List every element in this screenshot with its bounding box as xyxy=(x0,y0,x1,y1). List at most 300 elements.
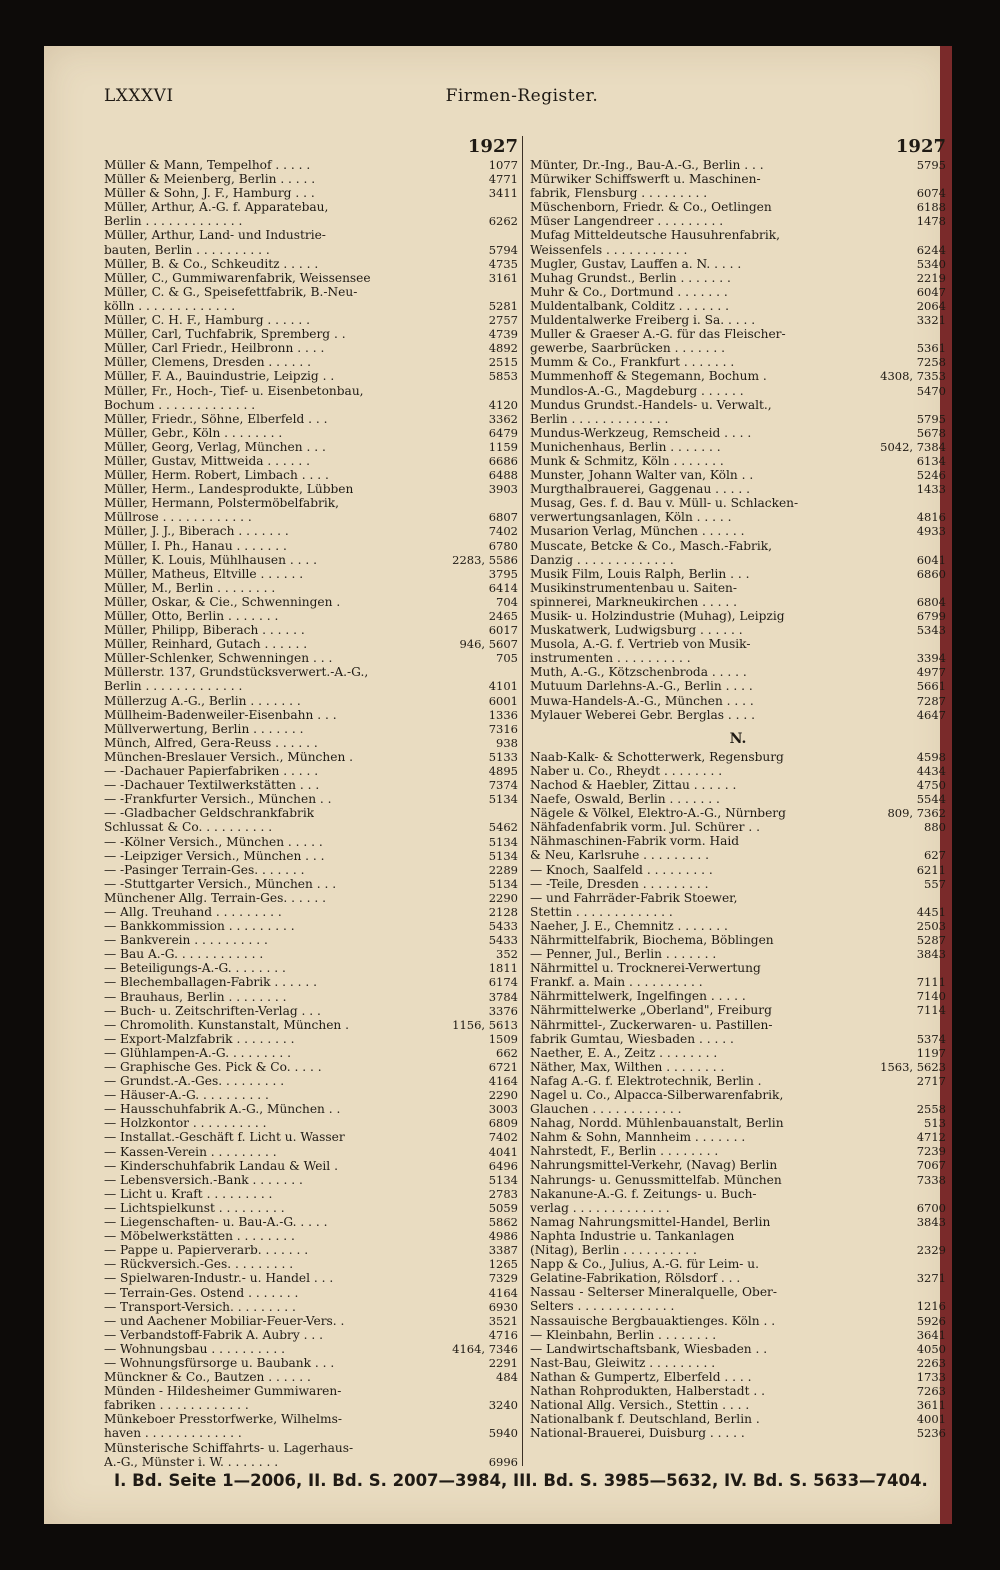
entry-name: Mürwiker Schiffswerft u. Maschinen- xyxy=(530,172,761,187)
register-entry xyxy=(530,412,946,426)
entry-page-ref: 5940 xyxy=(488,1426,518,1441)
entry-page-ref: 3795 xyxy=(488,566,518,581)
entry-name: Müller, Herm., Landesprodukte, Lübben xyxy=(104,482,354,497)
register-entry xyxy=(104,496,518,510)
entry-name: A.-G., Münster i. W. . . . . . . . xyxy=(104,1454,279,1469)
register-entry xyxy=(104,200,518,214)
entry-name: Musarion Verlag, München . . . . . . xyxy=(530,524,745,539)
register-entry xyxy=(104,722,518,736)
entry-page-ref: 4050 xyxy=(916,1341,946,1356)
register-entry xyxy=(530,454,946,468)
entry-name: Muhr & Co., Dortmund . . . . . . . xyxy=(530,284,728,299)
entry-name: Nahrungsmittel-Verkehr, (Navag) Berlin xyxy=(530,1158,778,1173)
entry-name: Berlin . . . . . . . . . . . . . xyxy=(104,679,243,694)
register-entry xyxy=(104,398,518,412)
entry-name: Naab-Kalk- & Schotterwerk, Regensburg xyxy=(530,749,784,764)
register-entry xyxy=(104,835,518,849)
register-entry xyxy=(104,440,518,454)
register-entry xyxy=(530,228,946,242)
entry-name: Müller, Matheus, Eltville . . . . . . xyxy=(104,566,304,581)
entry-page-ref: 1509 xyxy=(488,1031,518,1046)
entry-page-ref: 5042, 7384 xyxy=(880,439,946,454)
register-entry xyxy=(104,1060,518,1074)
entry-page-ref: 5462 xyxy=(488,820,518,835)
register-entry xyxy=(104,708,518,722)
entry-page-ref: 5433 xyxy=(488,919,518,934)
register-entry xyxy=(104,1032,518,1046)
register-entry xyxy=(530,764,946,778)
entry-name: Müller, Otto, Berlin . . . . . . . xyxy=(104,609,279,623)
register-entry xyxy=(104,454,518,468)
register-entry xyxy=(530,1426,946,1440)
entry-name: Nakanune-A.-G. f. Zeitungs- u. Buch- xyxy=(530,1186,757,1201)
register-entry xyxy=(530,271,946,285)
entry-page-ref: 1336 xyxy=(488,707,518,722)
page-header xyxy=(104,86,940,110)
register-entry xyxy=(530,1060,946,1074)
entry-page-ref: 7338 xyxy=(916,1172,946,1187)
entry-name: Müller, Gustav, Mittweida . . . . . . xyxy=(104,453,311,468)
entry-name: Müller, Fr., Hoch-, Tief- u. Eisenbetonbau, xyxy=(104,383,364,398)
register-entry xyxy=(530,313,946,327)
entry-page-ref: 3411 xyxy=(488,186,518,201)
entry-page-ref: 352 xyxy=(496,947,518,962)
entry-page-ref: 5133 xyxy=(488,749,518,764)
entry-name: Muwa-Handels-A.-G., München . . . . xyxy=(530,693,754,708)
entry-page-ref: 2465 xyxy=(488,609,518,623)
entry-page-ref: 2717 xyxy=(916,1073,946,1088)
register-entry xyxy=(104,1173,518,1187)
register-entry xyxy=(530,1187,946,1201)
entry-name: Mumm & Co., Frankfurt . . . . . . . xyxy=(530,355,735,370)
entry-page-ref: 4120 xyxy=(488,397,518,412)
entry-page-ref: 3394 xyxy=(916,651,946,666)
entry-page-ref: 1077 xyxy=(488,158,518,172)
entry-page-ref: 5678 xyxy=(916,425,946,440)
entry-page-ref: 6721 xyxy=(488,1060,518,1074)
register-entry xyxy=(104,694,518,708)
entry-name: Müser Langendreer . . . . . . . . . xyxy=(530,214,724,229)
entry-page-ref: 2219 xyxy=(916,270,946,285)
entry-name: Münsterische Schiffahrts- u. Lagerhaus- xyxy=(104,1440,354,1455)
entry-page-ref: 3611 xyxy=(916,1398,946,1413)
entry-page-ref: 4308, 7353 xyxy=(880,369,946,384)
entry-page-ref: 4164 xyxy=(488,1074,518,1089)
register-entry xyxy=(104,1004,518,1018)
entry-name: — Kassen-Verein . . . . . . . . . xyxy=(104,1144,277,1159)
entry-name: Muth, A.-G., Kötzschenbroda . . . . . xyxy=(530,665,747,680)
entry-page-ref: 1478 xyxy=(916,214,946,229)
register-entry xyxy=(104,792,518,806)
right-entry-list-n xyxy=(530,750,946,1441)
register-entry xyxy=(530,1257,946,1271)
entry-page-ref: 7287 xyxy=(916,693,946,708)
register-entry xyxy=(104,1088,518,1102)
register-entry xyxy=(530,1088,946,1102)
entry-name: Bochum . . . . . . . . . . . . . xyxy=(104,397,256,412)
entry-page-ref: 6188 xyxy=(916,200,946,215)
entry-name: — Lebensversich.-Bank . . . . . . . xyxy=(104,1172,303,1187)
entry-page-ref: 880 xyxy=(924,820,946,835)
register-entry xyxy=(104,384,518,398)
entry-page-ref: 2064 xyxy=(916,298,946,313)
register-entry xyxy=(104,1412,518,1426)
entry-name: Müller, I. Ph., Hanau . . . . . . . xyxy=(104,538,287,553)
entry-name: haven . . . . . . . . . . . . . xyxy=(104,1426,242,1441)
entry-name: — -Teile, Dresden . . . . . . . . . xyxy=(530,876,709,891)
entry-page-ref: 4647 xyxy=(916,707,946,722)
entry-name: — Lichtspielkunst . . . . . . . . . xyxy=(104,1200,285,1215)
entry-name: Berlin . . . . . . . . . . . . . xyxy=(530,411,669,426)
entry-page-ref: 3641 xyxy=(916,1327,946,1342)
register-entry xyxy=(530,243,946,257)
entry-page-ref: 557 xyxy=(924,876,946,891)
entry-page-ref: 1265 xyxy=(488,1257,518,1272)
entry-page-ref: 5236 xyxy=(916,1426,946,1441)
register-entry xyxy=(530,1018,946,1032)
register-entry xyxy=(530,1201,946,1215)
entry-name: Weissenfels . . . . . . . . . . . xyxy=(530,242,688,257)
register-entry xyxy=(530,581,946,595)
register-entry xyxy=(104,524,518,538)
entry-name: — Wohnungsfürsorge u. Baubank . . . xyxy=(104,1355,335,1370)
register-entry xyxy=(530,1412,946,1426)
entry-page-ref: 5134 xyxy=(488,792,518,807)
entry-page-ref: 6860 xyxy=(916,566,946,581)
register-entry xyxy=(530,384,946,398)
entry-name: Muldentalbank, Colditz . . . . . . . xyxy=(530,298,730,313)
entry-page-ref: 4101 xyxy=(488,679,518,694)
register-entry xyxy=(530,426,946,440)
register-entry xyxy=(530,933,946,947)
entry-name: Müller, Carl Friedr., Heilbronn . . . . xyxy=(104,341,325,356)
entry-page-ref: 1563, 5623 xyxy=(880,1059,946,1074)
entry-page-ref: 4816 xyxy=(916,510,946,525)
register-entry xyxy=(530,369,946,383)
entry-name: Müller, B. & Co., Schkeuditz . . . . . xyxy=(104,256,319,271)
left-entry-list xyxy=(104,158,518,1469)
register-entry xyxy=(530,989,946,1003)
register-entry xyxy=(104,327,518,341)
entry-page-ref: 6414 xyxy=(488,580,518,595)
entry-name: — Möbelwerkstätten . . . . . . . . xyxy=(104,1229,295,1244)
entry-page-ref: 7067 xyxy=(916,1158,946,1173)
register-entry xyxy=(104,1159,518,1173)
register-entry xyxy=(530,510,946,524)
entry-page-ref: 5795 xyxy=(916,158,946,172)
register-entry xyxy=(104,299,518,313)
entry-name: Musola, A.-G. f. Vertrieb von Musik- xyxy=(530,637,751,652)
register-entry xyxy=(104,1201,518,1215)
entry-name: — Grundst.-A.-Ges. . . . . . . . . xyxy=(104,1074,285,1089)
entry-name: Mundus Grundst.-Handels- u. Verwalt., xyxy=(530,397,772,412)
entry-name: — Verbandstoff-Fabrik A. Aubry . . . xyxy=(104,1327,323,1342)
entry-name: — -Stuttgarter Versich., München . . . xyxy=(104,876,337,891)
entry-page-ref: 6496 xyxy=(488,1158,518,1173)
entry-page-ref: 6017 xyxy=(488,623,518,638)
register-entry xyxy=(104,1455,518,1469)
register-entry xyxy=(104,750,518,764)
entry-name: — -Gladbacher Geldschrankfabrik xyxy=(104,806,315,821)
register-entry xyxy=(530,1328,946,1342)
entry-page-ref: 5134 xyxy=(488,876,518,891)
year-label-right: 1927 xyxy=(895,136,946,157)
right-column xyxy=(530,136,946,1440)
entry-page-ref: 3271 xyxy=(916,1271,946,1286)
entry-name: & Neu, Karlsruhe . . . . . . . . . xyxy=(530,848,710,863)
register-entry xyxy=(104,1300,518,1314)
entry-name: — Allg. Treuhand . . . . . . . . . xyxy=(104,904,282,919)
entry-name: Müller, J. J., Biberach . . . . . . . xyxy=(104,524,289,539)
entry-name: Müller, C. H. F., Hamburg . . . . . . xyxy=(104,313,310,328)
register-entry xyxy=(104,849,518,863)
entry-name: München-Breslauer Versich., München . xyxy=(104,749,354,764)
entry-page-ref: 6047 xyxy=(916,284,946,299)
entry-name: — Bankverein . . . . . . . . . . xyxy=(104,933,268,948)
entry-page-ref: 4771 xyxy=(488,172,518,187)
entry-name: Müller, Philipp, Biberach . . . . . . xyxy=(104,623,305,638)
entry-page-ref: 513 xyxy=(924,1116,946,1131)
entry-page-ref: 6244 xyxy=(916,242,946,257)
register-entry xyxy=(530,539,946,553)
register-entry xyxy=(530,1229,946,1243)
entry-page-ref: 4712 xyxy=(916,1130,946,1145)
entry-name: Nahrstedt, F., Berlin . . . . . . . . xyxy=(530,1144,719,1159)
entry-name: — Export-Malzfabrik . . . . . . . . xyxy=(104,1031,295,1046)
entry-page-ref: 704 xyxy=(496,594,518,609)
entry-name: Münckner & Co., Bautzen . . . . . . xyxy=(104,1370,311,1385)
entry-page-ref: 5340 xyxy=(916,256,946,271)
entry-page-ref: 4977 xyxy=(916,665,946,680)
entry-name: — Buch- u. Zeitschriften-Verlag . . . xyxy=(104,1003,321,1018)
entry-name: Müller & Mann, Tempelhof . . . . . xyxy=(104,158,311,172)
register-entry xyxy=(530,637,946,651)
entry-page-ref: 5134 xyxy=(488,834,518,849)
register-entry xyxy=(104,1370,518,1384)
entry-name: Munk & Schmitz, Köln . . . . . . . xyxy=(530,453,724,468)
entry-name: Müller, K. Louis, Mühlhausen . . . . xyxy=(104,552,317,567)
section-heading-n: N. xyxy=(729,730,747,747)
register-entry xyxy=(104,609,518,623)
entry-name: Nahrungs- u. Genussmittelfab. München xyxy=(530,1172,782,1187)
entry-page-ref: 4001 xyxy=(916,1412,946,1427)
register-entry xyxy=(530,947,946,961)
register-entry xyxy=(530,553,946,567)
entry-page-ref: 1433 xyxy=(916,482,946,497)
entry-name: instrumenten . . . . . . . . . . xyxy=(530,651,691,666)
entry-name: Müller, Gebr., Köln . . . . . . . . xyxy=(104,425,283,440)
register-entry xyxy=(104,1243,518,1257)
register-entry xyxy=(104,919,518,933)
register-entry xyxy=(530,1370,946,1384)
entry-name: Nachod & Haebler, Zittau . . . . . . xyxy=(530,777,737,792)
entry-name: Müller & Sohn, J. F., Hamburg . . . xyxy=(104,186,315,201)
entry-page-ref: 6799 xyxy=(916,609,946,623)
entry-name: Muskatwerk, Ludwigsburg . . . . . . xyxy=(530,623,743,638)
entry-name: — Chromolith. Kunstanstalt, München . xyxy=(104,1017,350,1032)
register-entry xyxy=(530,1215,946,1229)
entry-name: — Liegenschaften- u. Bau-A.-G. . . . . xyxy=(104,1215,328,1230)
register-entry xyxy=(104,820,518,834)
entry-name: Frankf. a. Main . . . . . . . . . . xyxy=(530,975,703,990)
entry-name: Nährmittel u. Trocknerei-Verwertung xyxy=(530,961,761,976)
register-entry xyxy=(104,1356,518,1370)
entry-name: National-Brauerei, Duisburg . . . . . xyxy=(530,1426,745,1441)
entry-name: Nassauische Bergbauaktienges. Köln . . xyxy=(530,1313,776,1328)
register-entry xyxy=(104,313,518,327)
entry-page-ref: 5134 xyxy=(488,848,518,863)
register-entry xyxy=(530,708,946,722)
entry-name: — Brauhaus, Berlin . . . . . . . . xyxy=(104,989,287,1004)
entry-name: Müller-Schlenker, Schwenningen . . . xyxy=(104,651,333,666)
register-entry xyxy=(104,482,518,496)
entry-page-ref: 5794 xyxy=(488,242,518,257)
register-entry xyxy=(530,172,946,186)
entry-name: — und Aachener Mobiliar-Feuer-Vers. . xyxy=(104,1313,345,1328)
register-entry xyxy=(104,990,518,1004)
entry-page-ref: 6211 xyxy=(916,862,946,877)
entry-page-ref: 2289 xyxy=(488,862,518,877)
entry-name: — Rückversich.-Ges. . . . . . . . . xyxy=(104,1257,294,1272)
right-entry-list-m xyxy=(530,158,946,722)
entry-page-ref: 4041 xyxy=(488,1144,518,1159)
entry-page-ref: 6488 xyxy=(488,468,518,483)
register-entry xyxy=(530,1144,946,1158)
register-entry xyxy=(530,468,946,482)
entry-name: Nährmittelfabrik, Biochema, Böblingen xyxy=(530,932,774,947)
entry-page-ref: 938 xyxy=(496,735,518,750)
entry-name: — Holzkontor . . . . . . . . . . xyxy=(104,1116,267,1131)
year-label-left: 1927 xyxy=(467,136,518,157)
register-entry xyxy=(530,863,946,877)
entry-page-ref: 7263 xyxy=(916,1383,946,1398)
register-entry xyxy=(530,1285,946,1299)
entry-name: Müller, C. & G., Speisefettfabrik, B.-Neu- xyxy=(104,284,358,299)
register-entry xyxy=(104,637,518,651)
register-entry xyxy=(104,158,518,172)
entry-page-ref: 3362 xyxy=(488,411,518,426)
entry-page-ref: 7402 xyxy=(488,524,518,539)
entry-name: — und Fahrräder-Fabrik Stoewer, xyxy=(530,890,738,905)
register-entry xyxy=(530,524,946,538)
entry-page-ref: 2757 xyxy=(488,313,518,328)
register-entry xyxy=(530,341,946,355)
register-entry xyxy=(104,1384,518,1398)
entry-name: Müller, M., Berlin . . . . . . . . xyxy=(104,580,276,595)
register-entry xyxy=(530,665,946,679)
entry-name: Müller, Herm. Robert, Limbach . . . . xyxy=(104,468,329,483)
register-entry xyxy=(104,257,518,271)
entry-page-ref: 6804 xyxy=(916,594,946,609)
entry-name: bauten, Berlin . . . . . . . . . . xyxy=(104,242,270,257)
entry-page-ref: 6479 xyxy=(488,425,518,440)
entry-page-ref: 2783 xyxy=(488,1186,518,1201)
register-entry xyxy=(530,679,946,693)
register-entry xyxy=(104,1426,518,1440)
entry-page-ref: 7140 xyxy=(916,989,946,1004)
entry-page-ref: 5134 xyxy=(488,1172,518,1187)
entry-page-ref: 3321 xyxy=(916,313,946,328)
register-entry xyxy=(104,623,518,637)
entry-name: Mummenhoff & Stegemann, Bochum . xyxy=(530,369,767,384)
register-entry xyxy=(530,806,946,820)
entry-name: Münkeboer Presstorfwerke, Wilhelms- xyxy=(104,1412,342,1427)
register-entry xyxy=(530,398,946,412)
entry-page-ref: 4735 xyxy=(488,256,518,271)
entry-name: Napp & Co., Julius, A.-G. für Leim- u. xyxy=(530,1257,759,1272)
entry-page-ref: 3240 xyxy=(488,1398,518,1413)
entry-page-ref: 4164, 7346 xyxy=(452,1341,518,1356)
entry-name: Mufag Mitteldeutsche Hausuhrenfabrik, xyxy=(530,228,780,243)
register-entry xyxy=(104,806,518,820)
register-entry xyxy=(530,186,946,200)
entry-page-ref: 6780 xyxy=(488,538,518,553)
entry-name: Berlin . . . . . . . . . . . . . xyxy=(104,214,243,229)
entry-name: — -Dachauer Papierfabriken . . . . . xyxy=(104,764,319,779)
entry-page-ref: 7329 xyxy=(488,1271,518,1286)
entry-name: Nafag A.-G. f. Elektrotechnik, Berlin . xyxy=(530,1073,762,1088)
register-entry xyxy=(104,412,518,426)
register-entry xyxy=(104,1046,518,1060)
entry-page-ref: 5433 xyxy=(488,933,518,948)
entry-name: Munichenhaus, Berlin . . . . . . . xyxy=(530,439,721,454)
entry-name: Nährmittelwerk, Ingelfingen . . . . . xyxy=(530,989,746,1004)
entry-name: Naefe, Oswald, Berlin . . . . . . . xyxy=(530,792,720,807)
entry-name: Glauchen . . . . . . . . . . . . xyxy=(530,1102,682,1117)
entry-page-ref: 2290 xyxy=(488,890,518,905)
entry-name: — Glühlampen-A.-G. . . . . . . . . xyxy=(104,1045,292,1060)
entry-page-ref: 4434 xyxy=(916,763,946,778)
entry-page-ref: 4892 xyxy=(488,341,518,356)
register-entry xyxy=(104,1145,518,1159)
register-entry xyxy=(104,1102,518,1116)
entry-page-ref: 3843 xyxy=(916,1214,946,1229)
register-entry xyxy=(104,468,518,482)
entry-name: fabrik, Flensburg . . . . . . . . . xyxy=(530,186,708,201)
entry-name: — -Kölner Versich., München . . . . . xyxy=(104,834,323,849)
entry-page-ref: 1733 xyxy=(916,1369,946,1384)
entry-page-ref: 5661 xyxy=(916,679,946,694)
entry-name: Nahag, Nordd. Mühlenbauanstalt, Berlin xyxy=(530,1116,784,1131)
entry-page-ref: 5374 xyxy=(916,1031,946,1046)
register-entry xyxy=(530,694,946,708)
entry-name: Mutuum Darlehns-A.-G., Berlin . . . . xyxy=(530,679,753,694)
entry-name: — Landwirtschaftsbank, Wiesbaden . . xyxy=(530,1341,768,1356)
entry-page-ref: 7316 xyxy=(488,721,518,736)
register-entry xyxy=(530,327,946,341)
register-entry xyxy=(104,863,518,877)
entry-name: Mundus-Werkzeug, Remscheid . . . . xyxy=(530,425,752,440)
register-entry xyxy=(530,1074,946,1088)
register-entry xyxy=(104,1257,518,1271)
entry-page-ref: 5544 xyxy=(916,792,946,807)
register-entry xyxy=(104,764,518,778)
left-column xyxy=(104,136,518,1469)
entry-page-ref: 6996 xyxy=(488,1454,518,1469)
entry-name: — Terrain-Ges. Ostend . . . . . . . xyxy=(104,1285,299,1300)
entry-name: Münch, Alfred, Gera-Reuss . . . . . . xyxy=(104,735,318,750)
entry-name: — Blechemballagen-Fabrik . . . . . . xyxy=(104,975,317,990)
entry-name: Müller, Reinhard, Gutach . . . . . . xyxy=(104,637,308,652)
entry-name: Musik Film, Louis Ralph, Berlin . . . xyxy=(530,566,750,581)
entry-page-ref: 6174 xyxy=(488,975,518,990)
register-entry xyxy=(104,426,518,440)
entry-name: Nagel u. Co., Alpacca-Silberwarenfabrik, xyxy=(530,1088,784,1102)
entry-name: Müller, C., Gummiwarenfabrik, Weissensee xyxy=(104,270,371,285)
entry-name: gewerbe, Saarbrücken . . . . . . . xyxy=(530,341,725,356)
entry-name: verlag . . . . . . . . . . . . . xyxy=(530,1200,670,1215)
page-title: Firmen-Register. xyxy=(445,86,599,106)
